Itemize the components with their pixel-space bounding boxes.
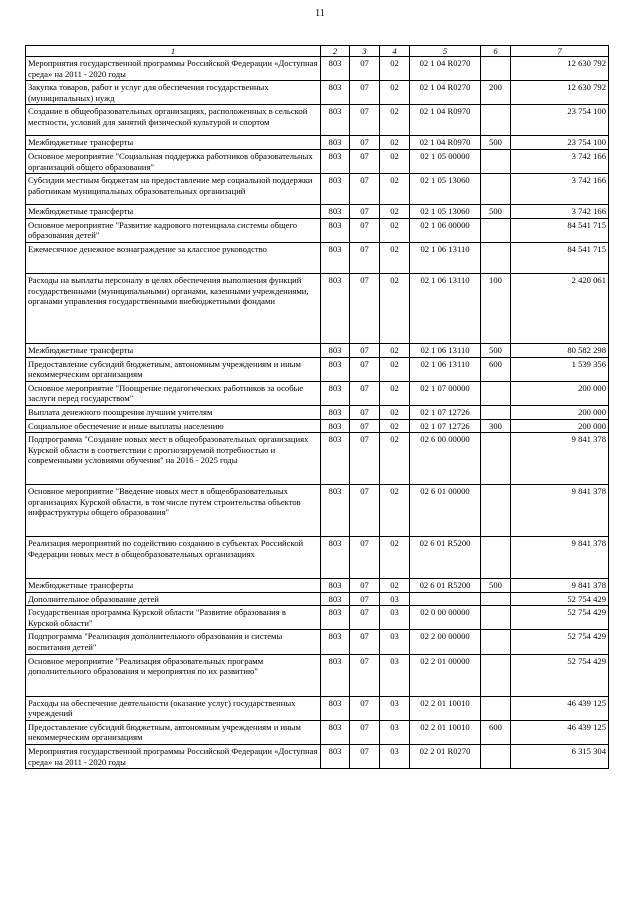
row-csr: 02 2 00 00000	[410, 630, 481, 654]
table-row	[26, 433, 609, 485]
table-row	[26, 419, 609, 433]
row-csr: 02 1 06 13110	[410, 343, 481, 357]
row-rz: 07	[350, 405, 380, 419]
row-sum: 200 000	[511, 405, 609, 419]
row-name: Основное мероприятие "Реализация образовательных программ дополнительного образования и мероприятия по их развитию"	[26, 654, 321, 696]
table-row	[26, 537, 609, 579]
row-pr: 03	[380, 654, 410, 696]
row-vr	[481, 696, 511, 720]
row-ved: 803	[321, 592, 350, 606]
row-vr	[481, 592, 511, 606]
row-name: Основное мероприятие "Введение новых мест в общеобразовательных организациях Курской области, в том числе путем строительства объектов инфраструктуры общего образования"	[26, 485, 321, 537]
row-vr: 600	[481, 357, 511, 381]
budget-table	[25, 45, 609, 769]
row-pr: 02	[380, 81, 410, 105]
table-row	[26, 720, 609, 744]
row-sum: 9 841 378	[511, 579, 609, 593]
row-pr: 02	[380, 218, 410, 242]
row-rz: 07	[350, 592, 380, 606]
row-vr	[481, 57, 511, 81]
row-sum: 200 000	[511, 381, 609, 405]
row-vr: 300	[481, 419, 511, 433]
row-ved: 803	[321, 57, 350, 81]
row-name: Предоставление субсидий бюджетным, автономным учреждениям и иным некоммерческим организациям	[26, 720, 321, 744]
row-csr: 02 2 01 10010	[410, 720, 481, 744]
row-name: Основное мероприятие "Поощрение педагогических работников за особые заслуги перед государством"	[26, 381, 321, 405]
row-csr: 02 6 01 00000	[410, 485, 481, 537]
page-number: 11	[315, 8, 325, 19]
row-ved: 803	[321, 720, 350, 744]
row-csr: 02 6 01 R5200	[410, 579, 481, 593]
row-rz: 07	[350, 654, 380, 696]
row-ved: 803	[321, 205, 350, 219]
row-name: Межбюджетные трансферты	[26, 205, 321, 219]
row-name: Закупка товаров, работ и услуг для обеспечения государственных (муниципальных) нужд	[26, 81, 321, 105]
row-vr	[481, 630, 511, 654]
row-rz: 07	[350, 485, 380, 537]
table-row	[26, 242, 609, 273]
row-sum: 6 315 304	[511, 745, 609, 769]
row-pr: 02	[380, 537, 410, 579]
row-pr: 02	[380, 357, 410, 381]
row-rz: 07	[350, 579, 380, 593]
row-vr: 200	[481, 81, 511, 105]
row-rz: 07	[350, 273, 380, 343]
row-sum: 12 630 792	[511, 57, 609, 81]
row-rz: 07	[350, 433, 380, 485]
row-ved: 803	[321, 745, 350, 769]
row-rz: 07	[350, 537, 380, 579]
table-row	[26, 592, 609, 606]
row-pr: 02	[380, 205, 410, 219]
row-vr	[481, 405, 511, 419]
row-vr: 500	[481, 579, 511, 593]
row-vr	[481, 105, 511, 136]
table-row	[26, 606, 609, 630]
row-sum: 12 630 792	[511, 81, 609, 105]
row-vr	[481, 654, 511, 696]
row-ved: 803	[321, 579, 350, 593]
table-row	[26, 57, 609, 81]
row-pr: 03	[380, 720, 410, 744]
table-row	[26, 105, 609, 136]
table-header-row	[26, 46, 609, 57]
table-row	[26, 579, 609, 593]
row-name: Подпрограмма "Реализация дополнительного образования и системы воспитания детей"	[26, 630, 321, 654]
row-csr: 02 0 00 00000	[410, 606, 481, 630]
row-vr	[481, 606, 511, 630]
row-rz: 07	[350, 419, 380, 433]
row-csr: 02 6 00 00000	[410, 433, 481, 485]
row-rz: 07	[350, 242, 380, 273]
row-rz: 07	[350, 343, 380, 357]
row-name: Предоставление субсидий бюджетным, автономным учреждениям и иным некоммерческим организациям	[26, 357, 321, 381]
row-sum: 23 754 100	[511, 136, 609, 150]
row-pr: 03	[380, 630, 410, 654]
row-csr: 02 1 07 12726	[410, 405, 481, 419]
row-sum: 52 754 429	[511, 592, 609, 606]
row-rz: 07	[350, 745, 380, 769]
table-row	[26, 381, 609, 405]
row-sum: 3 742 166	[511, 174, 609, 205]
row-ved: 803	[321, 654, 350, 696]
row-sum: 80 582 298	[511, 343, 609, 357]
row-name: Подпрограмма "Создание новых мест в общеобразовательных организациях Курской области в соответствии с прогнозируемой потребностью и современными условиями обучения" на 2016 - 2025 годы	[26, 433, 321, 485]
row-name: Основное мероприятие "Развитие кадрового потенциала системы общего образования детей"	[26, 218, 321, 242]
table-row	[26, 696, 609, 720]
row-rz: 07	[350, 136, 380, 150]
row-name: Ежемесячное денежное вознаграждение за классное руководство	[26, 242, 321, 273]
row-ved: 803	[321, 381, 350, 405]
row-ved: 803	[321, 273, 350, 343]
row-sum: 3 742 166	[511, 149, 609, 173]
row-sum: 3 742 166	[511, 205, 609, 219]
table-row	[26, 174, 609, 205]
row-rz: 07	[350, 357, 380, 381]
row-pr: 02	[380, 273, 410, 343]
row-sum: 52 754 429	[511, 630, 609, 654]
row-sum: 9 841 378	[511, 433, 609, 485]
row-sum: 52 754 429	[511, 654, 609, 696]
row-pr: 02	[380, 136, 410, 150]
table-row	[26, 218, 609, 242]
row-vr	[481, 242, 511, 273]
row-ved: 803	[321, 630, 350, 654]
table-row	[26, 357, 609, 381]
row-ved: 803	[321, 433, 350, 485]
row-sum: 200 000	[511, 419, 609, 433]
row-csr: 02 6 01 R5200	[410, 537, 481, 579]
row-pr: 02	[380, 485, 410, 537]
table-row	[26, 745, 609, 769]
row-ved: 803	[321, 242, 350, 273]
row-vr: 600	[481, 720, 511, 744]
table-row	[26, 343, 609, 357]
row-rz: 07	[350, 81, 380, 105]
row-pr: 03	[380, 606, 410, 630]
header-col-6: 6	[481, 46, 511, 57]
row-vr	[481, 218, 511, 242]
row-ved: 803	[321, 136, 350, 150]
row-ved: 803	[321, 343, 350, 357]
table-row	[26, 136, 609, 150]
table-body	[26, 57, 609, 769]
row-csr: 02 1 06 00000	[410, 218, 481, 242]
row-csr: 02 2 01 00000	[410, 654, 481, 696]
row-pr: 02	[380, 433, 410, 485]
row-sum: 9 841 378	[511, 537, 609, 579]
row-sum: 1 539 356	[511, 357, 609, 381]
row-name: Социальное обеспечение и иные выплаты населению	[26, 419, 321, 433]
row-name: Государственная программа Курской области "Развитие образования в Курской области"	[26, 606, 321, 630]
row-csr: 02 1 05 13060	[410, 174, 481, 205]
row-vr	[481, 149, 511, 173]
row-name: Межбюджетные трансферты	[26, 136, 321, 150]
row-rz: 07	[350, 720, 380, 744]
row-sum: 23 754 100	[511, 105, 609, 136]
row-csr: 02 1 04 R0270	[410, 81, 481, 105]
table-row	[26, 273, 609, 343]
row-ved: 803	[321, 537, 350, 579]
row-pr: 02	[380, 242, 410, 273]
header-col-1: 1	[26, 46, 321, 57]
row-name: Мероприятия государственной программы Российской Федерации «Доступная среда» на 2011 - 2020 годы	[26, 745, 321, 769]
row-pr: 02	[380, 174, 410, 205]
row-name: Основное мероприятие "Социальная поддержка работников образовательных организаций общего образования"	[26, 149, 321, 173]
row-vr	[481, 745, 511, 769]
table-row	[26, 205, 609, 219]
table-row	[26, 149, 609, 173]
row-pr: 02	[380, 405, 410, 419]
row-csr: 02 1 04 R0270	[410, 57, 481, 81]
row-vr: 500	[481, 136, 511, 150]
row-ved: 803	[321, 606, 350, 630]
row-vr	[481, 433, 511, 485]
table-row	[26, 81, 609, 105]
row-ved: 803	[321, 218, 350, 242]
row-ved: 803	[321, 174, 350, 205]
row-pr: 02	[380, 343, 410, 357]
row-ved: 803	[321, 357, 350, 381]
row-name: Расходы на обеспечение деятельности (оказание услуг) государственных учреждений	[26, 696, 321, 720]
row-ved: 803	[321, 419, 350, 433]
table-row	[26, 630, 609, 654]
row-pr: 02	[380, 149, 410, 173]
row-name: Мероприятия государственной программы Российской Федерации «Доступная среда» на 2011 - 2020 годы	[26, 57, 321, 81]
row-csr: 02 2 01 R0270	[410, 745, 481, 769]
row-csr: 02 1 06 13110	[410, 357, 481, 381]
row-csr	[410, 592, 481, 606]
row-name: Межбюджетные трансферты	[26, 343, 321, 357]
row-ved: 803	[321, 81, 350, 105]
row-name: Дополнительное образование детей	[26, 592, 321, 606]
row-csr: 02 1 07 12726	[410, 419, 481, 433]
row-rz: 07	[350, 57, 380, 81]
row-sum: 9 841 378	[511, 485, 609, 537]
row-pr: 02	[380, 57, 410, 81]
row-pr: 03	[380, 592, 410, 606]
row-pr: 02	[380, 579, 410, 593]
row-name: Межбюджетные трансферты	[26, 579, 321, 593]
row-rz: 07	[350, 381, 380, 405]
row-ved: 803	[321, 149, 350, 173]
row-sum: 46 439 125	[511, 696, 609, 720]
row-name: Выплата денежного поощрения лучшим учителям	[26, 405, 321, 419]
row-name: Субсидии местным бюджетам на предоставление мер социальной поддержки работникам муниципальных образовательных организаций	[26, 174, 321, 205]
row-name: Создание в общеобразовательных организациях, расположенных в сельской местности, условий для занятий физической культурой и спортом	[26, 105, 321, 136]
row-vr	[481, 485, 511, 537]
row-vr	[481, 174, 511, 205]
row-pr: 02	[380, 419, 410, 433]
row-pr: 02	[380, 105, 410, 136]
row-csr: 02 1 04 R0970	[410, 136, 481, 150]
row-csr: 02 1 04 R0970	[410, 105, 481, 136]
row-name: Расходы на выплаты персоналу в целях обеспечения выполнения функций государственными (муниципальными) органами, казенными учреждениями, органами управления государственными внебюджетными фондами	[26, 273, 321, 343]
row-ved: 803	[321, 105, 350, 136]
table-row	[26, 405, 609, 419]
row-pr: 03	[380, 696, 410, 720]
row-name: Реализация мероприятий по содействию созданию в субъектах Российской Федерации новых мест в общеобразовательных организациях	[26, 537, 321, 579]
row-sum: 84 541 715	[511, 218, 609, 242]
header-col-4: 4	[380, 46, 410, 57]
row-ved: 803	[321, 696, 350, 720]
row-ved: 803	[321, 405, 350, 419]
header-col-7: 7	[511, 46, 609, 57]
row-csr: 02 1 06 13110	[410, 273, 481, 343]
row-rz: 07	[350, 149, 380, 173]
row-vr	[481, 381, 511, 405]
row-pr: 02	[380, 381, 410, 405]
row-sum: 2 420 061	[511, 273, 609, 343]
table-row	[26, 485, 609, 537]
row-rz: 07	[350, 174, 380, 205]
row-rz: 07	[350, 606, 380, 630]
row-csr: 02 1 05 13060	[410, 205, 481, 219]
row-sum: 52 754 429	[511, 606, 609, 630]
header-col-3: 3	[350, 46, 380, 57]
table-row	[26, 654, 609, 696]
row-rz: 07	[350, 105, 380, 136]
header-col-5: 5	[410, 46, 481, 57]
row-rz: 07	[350, 696, 380, 720]
row-ved: 803	[321, 485, 350, 537]
row-vr	[481, 537, 511, 579]
row-csr: 02 1 07 00000	[410, 381, 481, 405]
row-pr: 03	[380, 745, 410, 769]
row-vr: 500	[481, 343, 511, 357]
row-rz: 07	[350, 205, 380, 219]
row-sum: 84 541 715	[511, 242, 609, 273]
row-vr: 500	[481, 205, 511, 219]
row-csr: 02 1 05 00000	[410, 149, 481, 173]
row-vr: 100	[481, 273, 511, 343]
row-sum: 46 439 125	[511, 720, 609, 744]
row-rz: 07	[350, 630, 380, 654]
header-col-2: 2	[321, 46, 350, 57]
row-csr: 02 1 06 13110	[410, 242, 481, 273]
row-csr: 02 2 01 10010	[410, 696, 481, 720]
row-rz: 07	[350, 218, 380, 242]
